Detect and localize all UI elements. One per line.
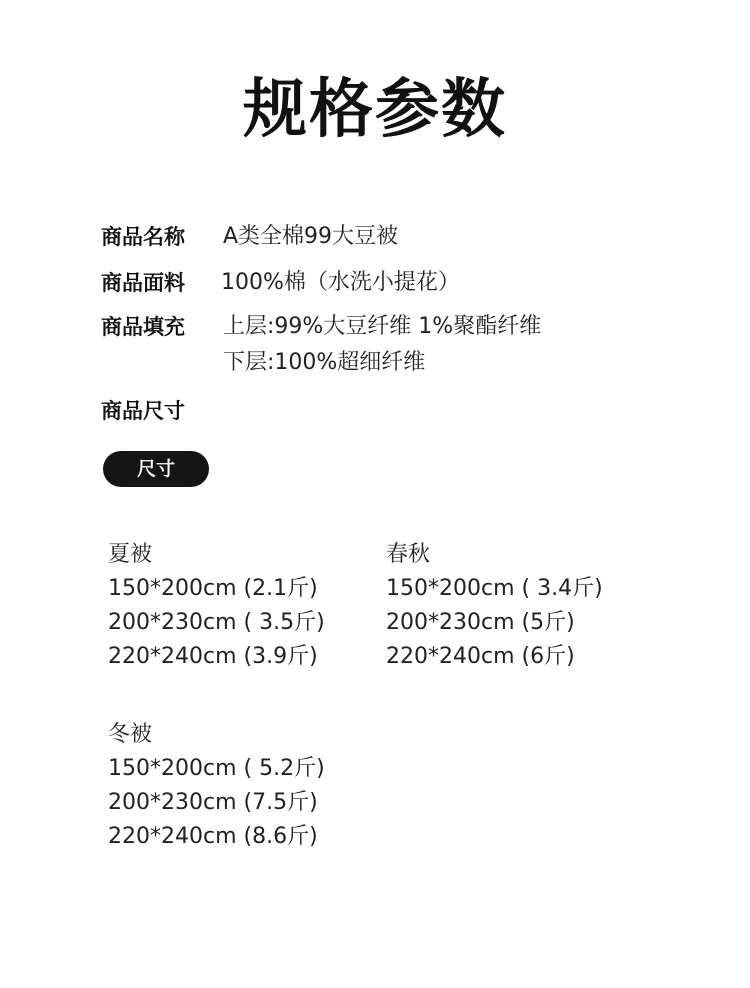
size-group-name: 夏被 bbox=[108, 542, 153, 567]
page-title: 规格参数 bbox=[243, 73, 507, 147]
spec-row-size bbox=[101, 396, 221, 426]
size-item: 200*230cm (7.5斤) bbox=[108, 790, 318, 815]
spec-value bbox=[221, 265, 460, 301]
spec-label: 商品名称 bbox=[101, 225, 185, 249]
size-group-spring-autumn bbox=[386, 538, 603, 674]
size-item: 220*240cm (6斤) bbox=[386, 644, 575, 669]
spec-row-fabric bbox=[101, 268, 460, 301]
spec-value-line: 上层:99%大豆纤维 1%聚酯纤维 bbox=[223, 314, 542, 339]
size-item: 220*240cm (8.6斤) bbox=[108, 824, 318, 849]
spec-value bbox=[223, 219, 398, 255]
spec-row-filling bbox=[101, 312, 541, 381]
spec-value-line: 下层:100%超细纤维 bbox=[223, 350, 426, 375]
spec-label: 商品面料 bbox=[101, 271, 185, 295]
spec-label: 商品尺寸 bbox=[101, 399, 185, 423]
size-item: 150*200cm (2.1斤) bbox=[108, 576, 318, 601]
size-tag: 尺寸 bbox=[103, 451, 209, 487]
size-item: 200*230cm ( 3.5斤) bbox=[108, 610, 325, 635]
size-item: 220*240cm (3.9斤) bbox=[108, 644, 318, 669]
spec-value-line: A类全棉99大豆被 bbox=[223, 224, 399, 249]
size-item: 200*230cm (5斤) bbox=[386, 610, 575, 635]
spec-row-name bbox=[101, 222, 398, 255]
size-item: 150*200cm ( 3.4斤) bbox=[386, 576, 603, 601]
size-item: 150*200cm ( 5.2斤) bbox=[108, 756, 325, 781]
size-group-name: 春秋 bbox=[386, 542, 431, 567]
spec-value-line: 100%棉（水洗小提花） bbox=[221, 270, 460, 295]
size-group-name: 冬被 bbox=[108, 722, 153, 747]
size-group-summer bbox=[108, 538, 325, 674]
spec-label: 商品填充 bbox=[101, 315, 185, 339]
size-group-winter bbox=[108, 718, 325, 854]
spec-value bbox=[223, 309, 541, 381]
